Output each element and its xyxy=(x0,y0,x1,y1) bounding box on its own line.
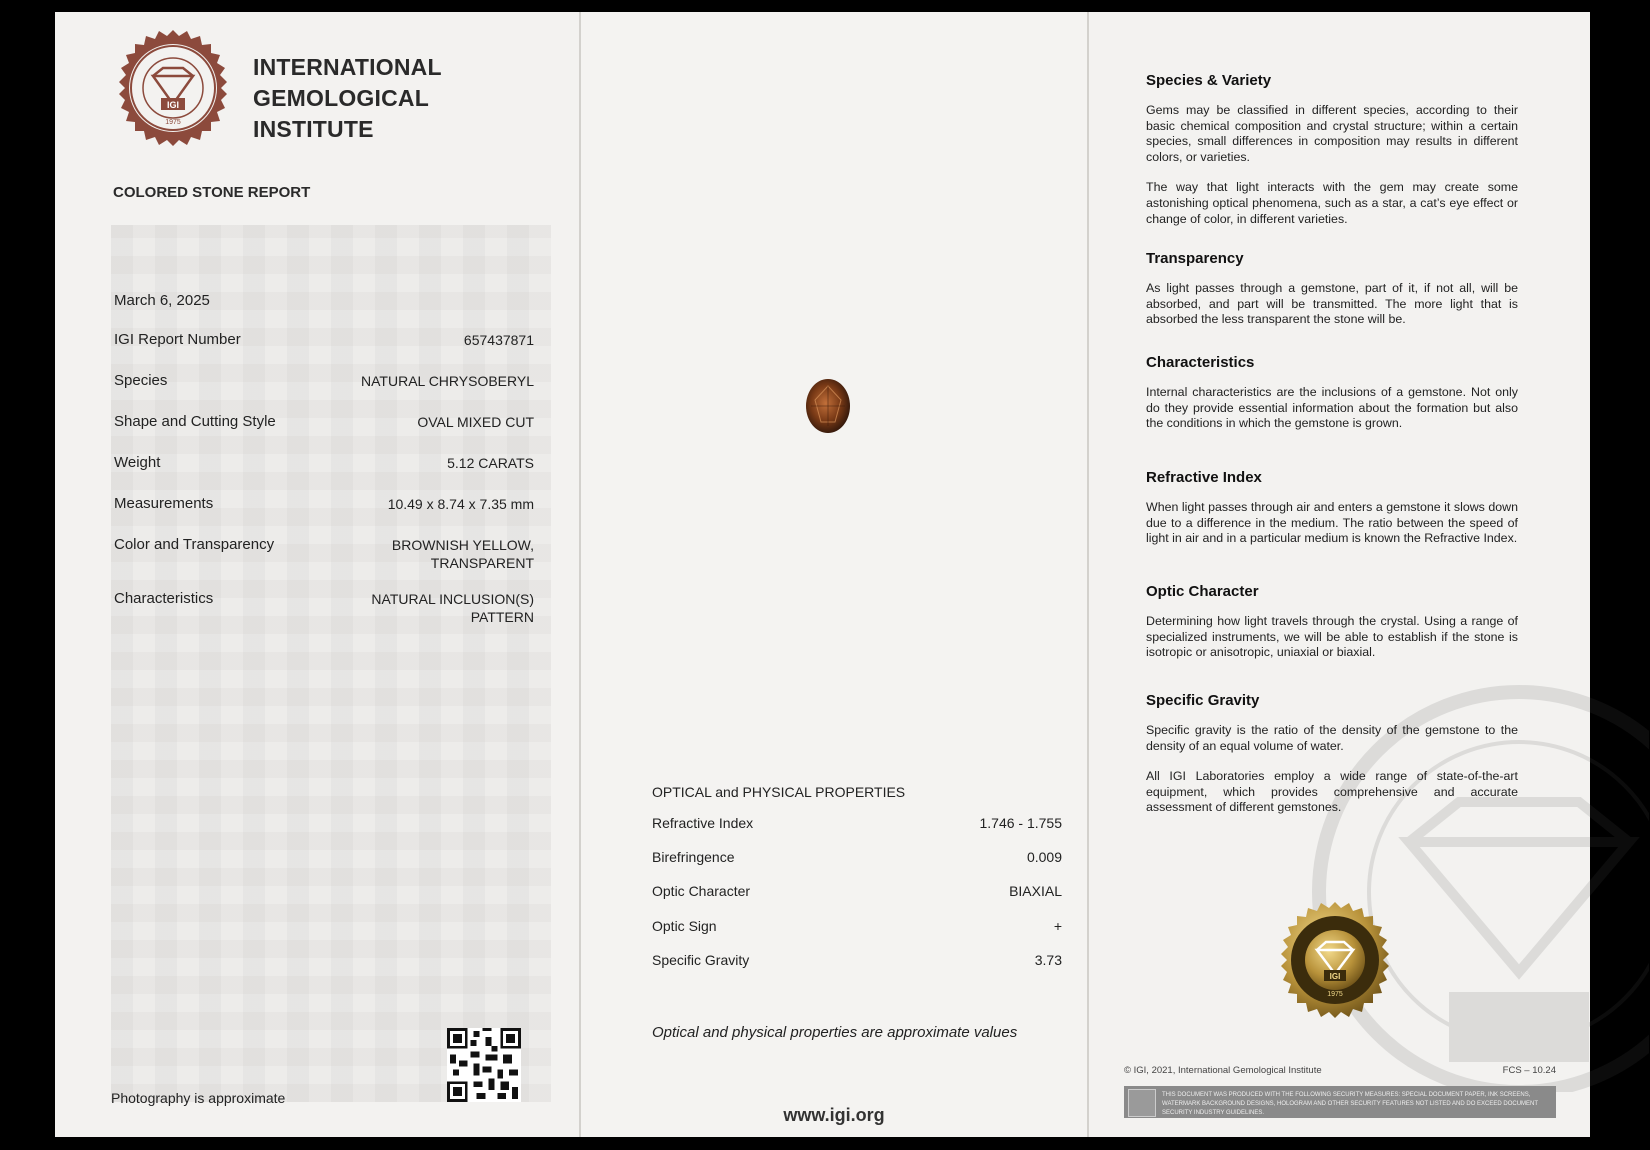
field-value: BROWNISH YELLOW, TRANSPARENT xyxy=(391,537,534,571)
section-heading: Species & Variety xyxy=(1146,72,1272,89)
section-paragraph: Determining how light travels through the crystal. Using a range of specialized instruments, we will be able to establish if the stone is isotropic or anisotropic, uniaxial or biaxial. xyxy=(1146,614,1518,660)
section-specific-gravity xyxy=(1146,692,1518,831)
section-paragraph: When light passes through air and enters a gemstone it slows down due to a difference in the medium. The ratio between the speed of light in air and in a particular medium is known the Refractive Index. xyxy=(1146,500,1518,546)
security-features-box xyxy=(1124,1086,1556,1118)
form-code: FCS – 10.24 xyxy=(1502,1065,1556,1076)
section-transparency xyxy=(1146,250,1518,343)
right-panel xyxy=(1089,12,1590,1137)
section-heading: Characteristics xyxy=(1146,354,1255,371)
institute-name-line-2: GEMOLOGICAL xyxy=(253,85,429,111)
gold-hologram-seal xyxy=(1273,900,1397,1024)
svg-text:1975: 1975 xyxy=(165,119,181,126)
field-label: Color and Transparency xyxy=(114,536,275,553)
properties-title: OPTICAL and PHYSICAL PROPERTIES xyxy=(652,784,906,800)
approximate-values-note: Optical and physical properties are approximate values xyxy=(652,1024,1018,1041)
svg-text:IGI: IGI xyxy=(166,100,180,110)
field-label: Measurements xyxy=(114,495,214,512)
svg-text:1975: 1975 xyxy=(1327,991,1343,998)
gemstone-photo xyxy=(805,378,851,434)
institute-name-line-1: INTERNATIONAL xyxy=(253,54,442,80)
section-heading: Specific Gravity xyxy=(1146,692,1260,709)
section-paragraph: As light passes through a gemstone, part of it, if not all, will be absorbed, and part will be transmitted. The more light that is absorbed the less transparent the stone will be. xyxy=(1146,281,1518,327)
report-title: COLORED STONE REPORT xyxy=(113,184,311,201)
report-sheet xyxy=(55,12,1590,1137)
section-heading: Optic Character xyxy=(1146,583,1259,600)
security-text: THIS DOCUMENT WAS PRODUCED WITH THE FOLLOWING SECURITY MEASURES: SPECIAL DOCUMENT PAPER, INK SCREENS, WATERMARK BACKGROUND DESIGNS, HOLOGRAM AND OTHER SECURITY FEATURES NOT LISTED AND DO EXCEED DOCUMENT SECURITY INDUSTRY GUIDELINES. xyxy=(1162,1092,1538,1116)
field-label: Characteristics xyxy=(114,590,214,607)
institute-name-line-3: INSTITUTE xyxy=(253,116,374,142)
copyright-text: © IGI, 2021, International Gemological Institute xyxy=(1124,1065,1322,1076)
left-panel: IGI 1975 INTERNATIONAL GEMOLOGICAL INSTITUTE COLORED STONE REPORT March 6, 2025 IGI Report Number 657437871 Species NATURAL CHRYSOBERYL Shape and Cutting Style OVAL MIXED CUT Weight 5.12 CARATS Measurements 10.49 x 8.74 x 7.35 mm Color and Transparency BROWNISH YELLOW, TRANSPARENT Characteristics NATURAL INCLUSION(S) PATTERN Photography is approximate xyxy=(55,12,579,1137)
section-paragraph: The way that light interacts with the gem may create some astonishing optical phenomena, such as a star, a cat’s eye effect or change of color, in different varieties. xyxy=(1146,180,1518,226)
section-species-variety xyxy=(1146,72,1518,242)
field-value: 5.12 CARATS xyxy=(447,455,534,471)
field-value: 657437871 xyxy=(463,332,534,348)
section-paragraph: All IGI Laboratories employ a wide range of state-of-the-art equipment, which provides comprehensive and accurate assessment of different gemstones. xyxy=(1146,769,1518,815)
section-paragraph: Specific gravity is the ratio of the density of the gemstone to the density of an equal volume of water. xyxy=(1146,723,1518,753)
section-optic-character xyxy=(1146,583,1518,676)
section-characteristics xyxy=(1146,354,1518,447)
svg-text:IGI: IGI xyxy=(1329,972,1341,981)
qr-code[interactable] xyxy=(447,1028,521,1102)
field-value: NATURAL INCLUSION(S) PATTERN xyxy=(371,591,534,625)
photography-note: Photography is approximate xyxy=(111,1090,286,1106)
security-pattern-background xyxy=(111,225,551,1102)
website-link[interactable]: www.igi.org xyxy=(783,1105,885,1125)
section-paragraph: Internal characteristics are the inclusions of a gemstone. Not only do they provide essential information about the formation but also the conditions in which the gemstone is grown. xyxy=(1146,385,1518,431)
section-heading: Refractive Index xyxy=(1146,469,1262,486)
field-label: Weight xyxy=(114,454,161,471)
igi-seal-logo xyxy=(111,28,235,152)
field-label: IGI Report Number xyxy=(114,331,241,348)
section-heading: Transparency xyxy=(1146,250,1244,267)
field-label: Shape and Cutting Style xyxy=(114,413,276,430)
field-value: OVAL MIXED CUT xyxy=(417,414,534,430)
field-value: NATURAL CHRYSOBERYL xyxy=(361,373,534,389)
field-label: Species xyxy=(114,372,168,389)
middle-panel: OPTICAL and PHYSICAL PROPERTIES Refractive Index 1.746 - 1.755 Birefringence 0.009 Optic Character BIAXIAL Optic Sign + Specific Gravity 3.73 Optical and physical properties are approximate values www.igi.org xyxy=(581,12,1087,1137)
institute-name xyxy=(253,52,442,145)
section-refractive-index xyxy=(1146,469,1518,562)
field-value: 10.49 x 8.74 x 7.35 mm xyxy=(387,496,534,512)
lock-icon xyxy=(1128,1089,1156,1117)
section-paragraph: Gems may be classified in different species, according to their basic chemical composition and crystal structure; within a certain species, small differences in composition may results in different colors, or varieties. xyxy=(1146,103,1518,164)
